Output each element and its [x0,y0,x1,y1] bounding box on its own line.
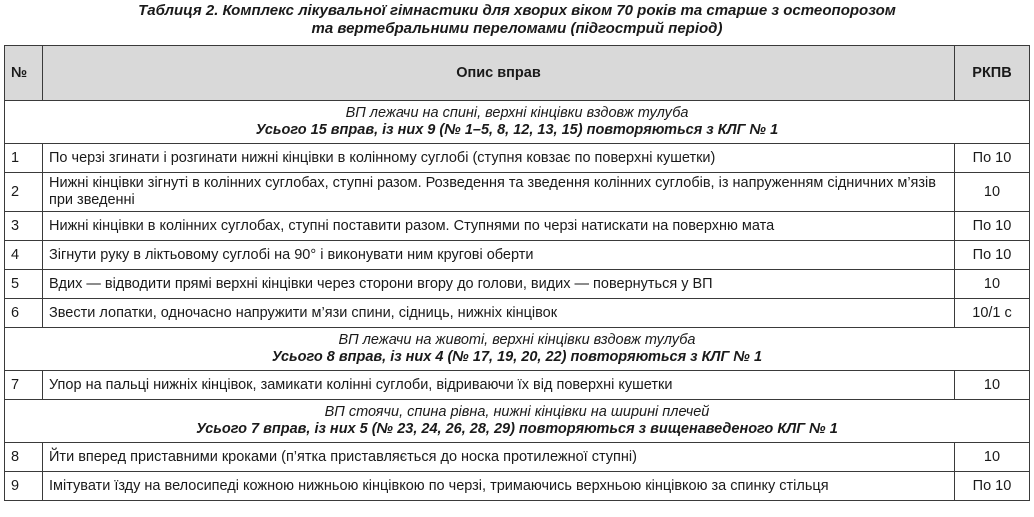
table-row [5,270,1030,299]
row-rkpv: По 10 [955,472,1030,501]
row-number: 8 [5,443,43,472]
table-row [5,241,1030,270]
row-rkpv: 10/1 с [955,299,1030,328]
row-description: По черзі згинати і розгинати нижні кінцівки в колінному суглобі (ступня ковзає по поверхні кушетки) [43,144,955,173]
row-number: 9 [5,472,43,501]
row-number: 2 [5,173,43,212]
row-number: 6 [5,299,43,328]
row-description: Зігнути руку в ліктьовому суглобі на 90° і виконувати ним кругові оберти [43,241,955,270]
section-cell [5,101,1030,144]
section-row-standing [5,400,1030,443]
row-description: Нижні кінцівки в колінних суглобах, ступні поставити разом. Ступнями по черзі натискати на поверхню мата [43,212,955,241]
section-cell [5,400,1030,443]
table-row [5,212,1030,241]
exercise-table [4,45,1030,501]
section-cell [5,328,1030,371]
row-description: Йти вперед приставними кроками (п’ятка приставляється до носка протилежної ступні) [43,443,955,472]
row-number: 3 [5,212,43,241]
table-row [5,472,1030,501]
table-row [5,173,1030,212]
row-number: 7 [5,371,43,400]
section-row-prone [5,328,1030,371]
row-rkpv: 10 [955,270,1030,299]
table-row [5,371,1030,400]
row-rkpv: По 10 [955,212,1030,241]
caption-line-2: та вертебральними переломами (підгострий період) [311,20,723,37]
row-description: Упор на пальці нижніх кінцівок, замикати колінні суглоби, відриваючи їх від поверхні кушетки [43,371,955,400]
section-row-supine [5,101,1030,144]
row-rkpv: По 10 [955,144,1030,173]
table-row [5,144,1030,173]
row-rkpv: 10 [955,173,1030,212]
caption-line-1: Таблиця 2. Комплекс лікувальної гімнастики для хворих віком 70 років та старше з остеопорозом [138,2,896,19]
header-rkpv: РКПВ [955,46,1030,101]
table-row [5,299,1030,328]
row-number: 1 [5,144,43,173]
section-subtitle: Усього 7 вправ, із них 5 (№ 23, 24, 26, 28, 29) повторяються з вищенаведеного КЛГ № 1 [196,421,838,437]
header-description: Опис вправ [43,46,955,101]
section-title: ВП стоячи, спина рівна, нижні кінцівки на ширині плечей [324,404,710,420]
row-description: Нижні кінцівки зігнуті в колінних суглобах, ступні разом. Розведення та зведення колінних суглобів, із напруженням сідничних м’язів при зведенні [43,173,955,212]
row-rkpv: По 10 [955,241,1030,270]
row-description: Імітувати їзду на велосипеді кожною нижньою кінцівкою по черзі, тримаючись верхньою кінцівкою за спинку стільця [43,472,955,501]
table-header [5,46,1030,101]
row-number: 5 [5,270,43,299]
row-rkpv: 10 [955,371,1030,400]
section-subtitle: Усього 15 вправ, із них 9 (№ 1–5, 8, 12, 13, 15) повторяються з КЛГ № 1 [255,122,779,138]
section-subtitle: Усього 8 вправ, із них 4 (№ 17, 19, 20, 22) повторяються з КЛГ № 1 [271,349,763,365]
header-number: № [5,46,43,101]
table-caption [0,0,1034,40]
table-body [5,101,1030,501]
row-number: 4 [5,241,43,270]
section-title: ВП лежачи на животі, верхні кінцівки вздовж тулуба [338,332,696,348]
section-title: ВП лежачи на спині, верхні кінцівки вздовж тулуба [345,105,689,121]
row-description: Вдих — відводити прямі верхні кінцівки через сторони вгору до голови, видих — повернуться у ВП [43,270,955,299]
table-row [5,443,1030,472]
row-description: Звести лопатки, одночасно напружити м’язи спини, сідниць, нижніх кінцівок [43,299,955,328]
row-rkpv: 10 [955,443,1030,472]
